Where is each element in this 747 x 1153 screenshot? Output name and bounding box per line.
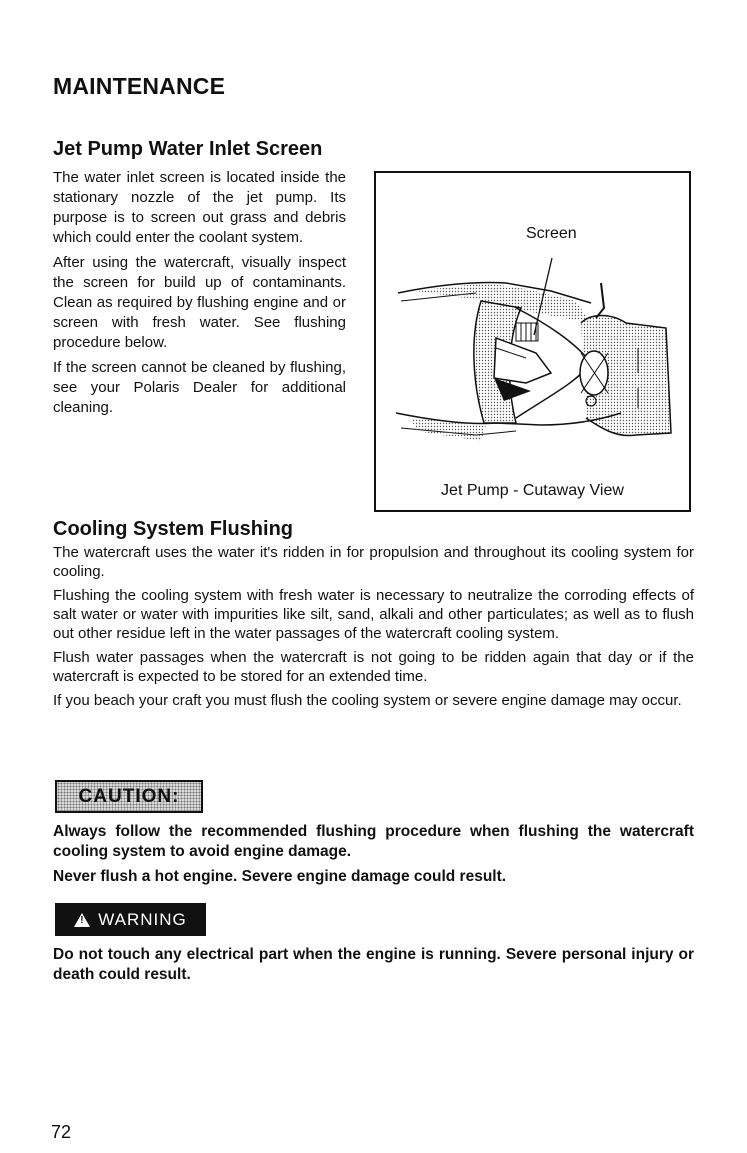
warning-label: WARNING — [98, 909, 187, 929]
cooling-paragraph: The watercraft uses the water it's ridden in for propulsion and throughout its cooling system for cooling. — [53, 544, 694, 580]
caution-badge: CAUTION: — [55, 780, 203, 813]
jet-pump-paragraph: The water inlet screen is located inside the stationary nozzle of the jet pump. Its purpose is to screen out grass and debris which could enter the coolant system. — [53, 169, 346, 246]
jet-pump-heading: Jet Pump Water Inlet Screen — [53, 138, 323, 160]
caution-paragraph: Never flush a hot engine. Severe engine damage could result. — [53, 868, 507, 885]
jet-pump-text — [53, 168, 346, 423]
warning-symbol: ! — [80, 914, 85, 926]
jet-pump-cutaway-illustration — [376, 173, 689, 510]
cooling-paragraph: Flush water passages when the watercraft is not going to be ridden again that day or if the watercraft is expected to be stored for an extended time. — [53, 649, 694, 685]
section-title: MAINTENANCE — [53, 73, 226, 99]
warning-text — [53, 945, 694, 990]
figure-caption: Jet Pump - Cutaway View — [441, 482, 624, 499]
cooling-paragraph: Flushing the cooling system with fresh water is necessary to neutralize the corroding effects of salt water or water with impurities like silt, sand, alkali and other particulates; as well as to flush out other residue left in the water passages of the watercraft cooling system. — [53, 587, 694, 642]
jet-pump-paragraph: If the screen cannot be cleaned by flushing, see your Polaris Dealer for additional cleaning. — [53, 359, 346, 416]
cooling-paragraph: If you beach your craft you must flush the cooling system or severe engine damage may occur. — [53, 692, 682, 709]
cooling-heading: Cooling System Flushing — [53, 518, 294, 540]
warning-triangle-icon — [74, 913, 90, 927]
caution-text — [53, 822, 694, 892]
page-number: 72 — [51, 1122, 72, 1142]
caution-paragraph: Always follow the recommended flushing procedure when flushing the watercraft cooling system to avoid engine damage. — [53, 823, 694, 860]
jet-pump-paragraph: After using the watercraft, visually inspect the screen for build up of contaminants. Clean as required by flushing engine and or screen with fresh water. See flushing procedure below. — [53, 254, 346, 351]
warning-badge — [55, 903, 206, 936]
cooling-text — [53, 543, 694, 715]
warning-paragraph: Do not touch any electrical part when the engine is running. Severe personal injury or death could result. — [53, 946, 694, 983]
screen-callout-label: Screen — [526, 225, 577, 242]
jet-pump-figure — [374, 171, 691, 512]
